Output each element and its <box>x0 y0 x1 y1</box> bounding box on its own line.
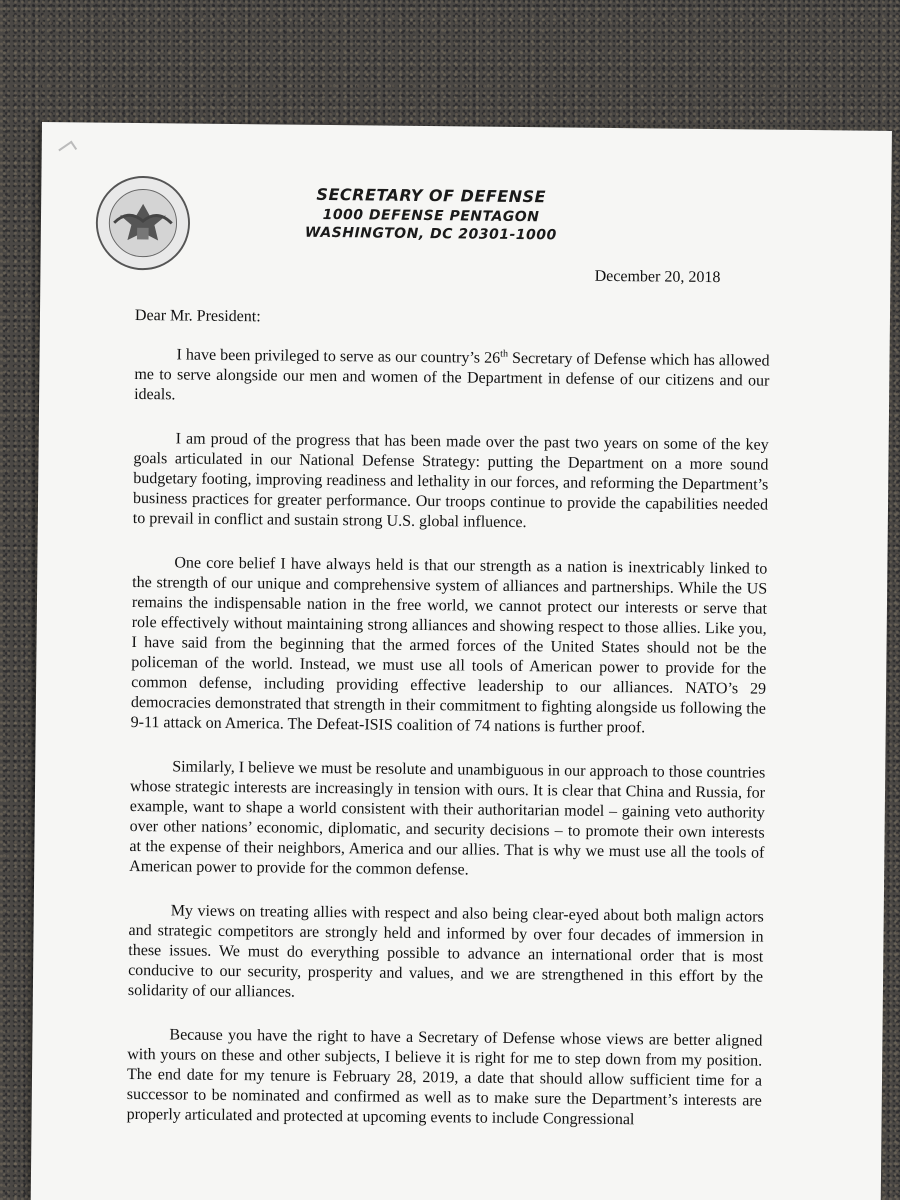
letter-body <box>126 345 769 1156</box>
staple-mark <box>58 141 77 158</box>
paragraph-1-text-a: I have been privileged to serve as our country’s 26 <box>176 346 501 367</box>
salutation: Dear Mr. President: <box>134 306 261 326</box>
department-seal-icon <box>94 175 191 272</box>
letter-page <box>31 122 892 1200</box>
paragraph-6: Because you have the right to have a Secretary of Defense whose views are better aligned with yours on these and other subjects, I believe it is right for me to step down from my position. The end date for my tenure is February 28, 2019, a date that should allow sufficient time for a successor to be nominated and confirmed as well as to make sure the Department’s interests are properly articulated and protected at upcoming events to include Congressional <box>126 1026 763 1129</box>
paragraph-3: One core belief I have always held is that our strength as a nation is inextricably linked to the strength of our unique and comprehensive system of alliances and partnerships. While the US remains the indispensable nation in the free world, we cannot protect our interests or serve that role effectively without maintaining strong alliances and showing respect to those allies. Like you, I have said from the beginning that the armed forces of the United States should not be the policeman of the world. Instead, we must use all tools of American power to provide for the common defense, including providing effective leadership to our alliances. NATO’s 29 democracies demonstrated that strength in their commitment to fighting alongside us following the 9-11 attack on America. The Defeat-ISIS coalition of 74 nations is further proof. <box>130 554 768 737</box>
paragraph-5: My views on treating allies with respect and also being clear-eyed about both malign actors and strategic competitors are strongly held and informed by over four decades of immersion in these issues. We must do everything possible to advance an international order that is most conducive to our security, prosperity and values, and we are strengthened in this effort by the solidarity of our alliances. <box>127 902 764 1001</box>
letterhead-address-line1: 1000 DEFENSE PENTAGON <box>322 206 540 226</box>
paragraph-4: Similarly, I believe we must be resolute and unambiguous in our approach to those countries whose strategic interests are increasingly in tension with ours. It is clear that China and Russia, for example, want to shape a world consistent with their authoritarian model – gaining veto authority over other nations’ economic, diplomatic, and security decisions – to promote their own interests at the expense of their neighbors, America and our allies. That is why we must use all the tools of American power to provide for the common defense. <box>129 758 766 879</box>
paragraph-1-text-b: Secretary of Defense which has allowed me to serve alongside our men and women of the Department in defense of our citizens and our ideals. <box>134 349 770 404</box>
ordinal-suffix: th <box>500 348 509 360</box>
letterhead <box>191 184 672 246</box>
letterhead-address-line2: WASHINGTON, DC 20301-1000 <box>304 224 557 244</box>
paragraph-2: I am proud of the progress that has been made over the past two years on some of the key goals articulated in our National Defense Strategy: putting the Department on a more sound budgetary footing, improving readiness and lethality in our forces, and reforming the Department’s business practices for greater performance. Our troops continue to provide the capabilities needed to prevail in conflict and sustain strong U.S. global influence. <box>132 430 769 532</box>
paragraph-1 <box>134 345 770 412</box>
letter-date: December 20, 2018 <box>594 267 721 287</box>
letterhead-title: SECRETARY OF DEFENSE <box>316 184 547 207</box>
